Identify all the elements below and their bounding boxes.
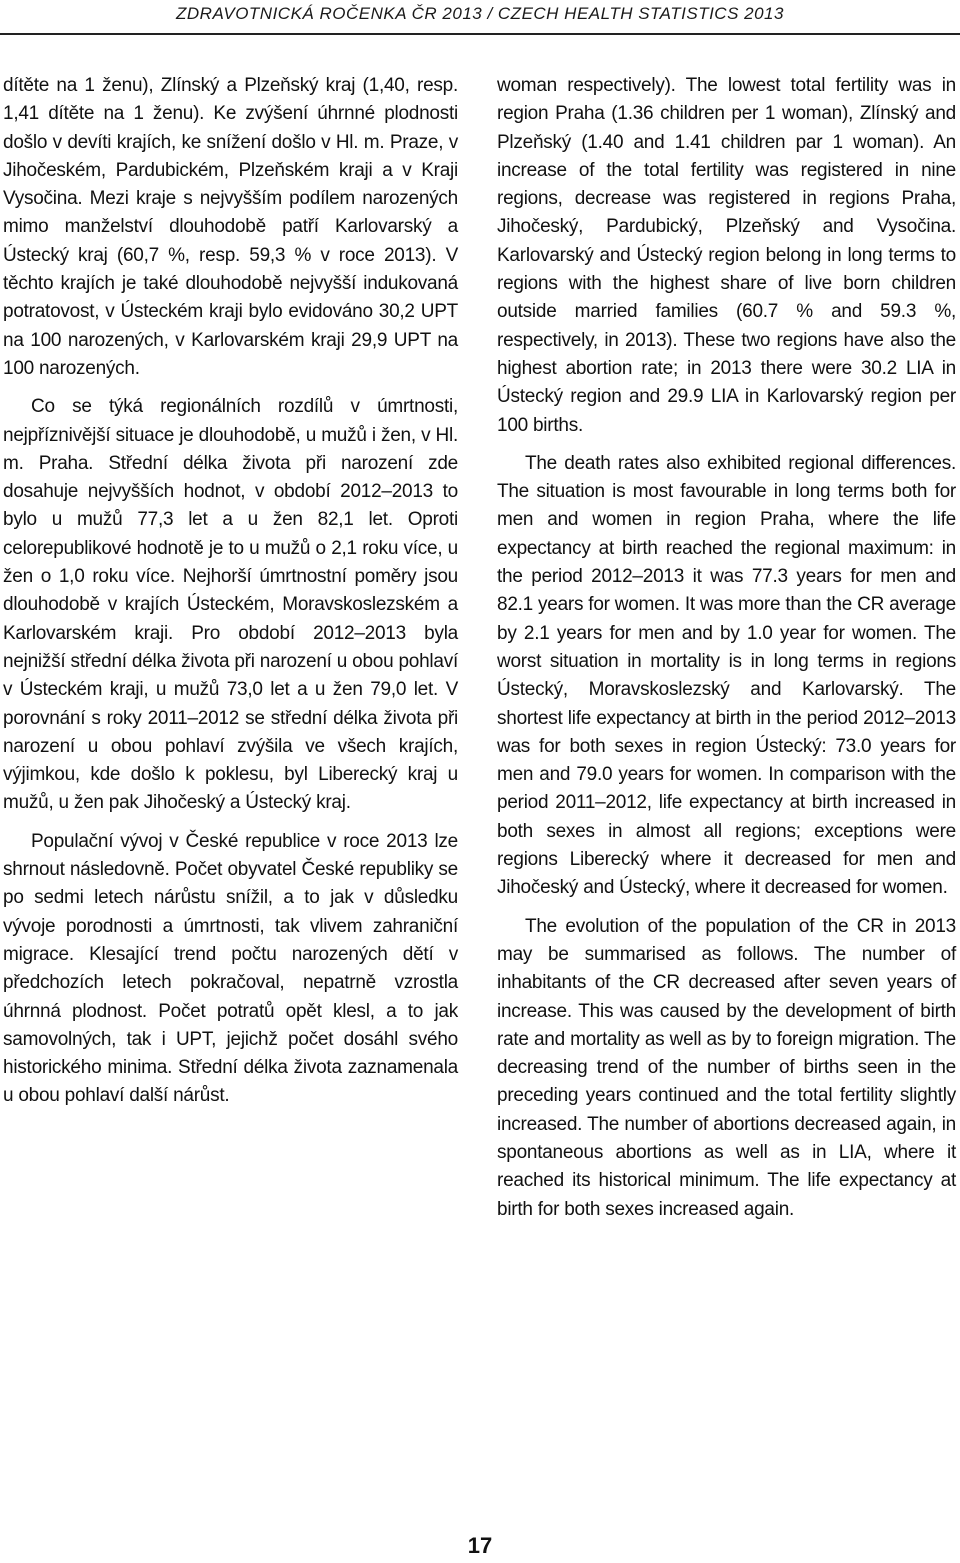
- page-number: 17: [467, 1533, 493, 1558]
- paragraph-summary-en: The evolution of the population of the CR in 2013 may be summarised as follows. The number of inhabitants of the CR decreased after seven years of increase. This was caused by the development of birth rate and mortality as well as by to foreign migration. The decreasing trend of the number of births seen in the preceding years continued and the total fertility slightly increased. The number of abortions decreased again, in spontaneous abortions as well as in LIA, where it reached its historical minimum. The life expectancy at birth for both sexes increased again.: [497, 915, 956, 1220]
- header-divider: [0, 33, 960, 35]
- header-title: ZDRAVOTNICKÁ ROČENKA ČR 2013 / CZECH HEALTH STATISTICS 2013: [176, 4, 784, 23]
- czech-text-column: [3, 72, 458, 1121]
- paragraph-summary-cz: Populační vývoj v České republice v roce 2013 lze shrnout následovně. Počet obyvatel České republiky se po sedmi letech nárůstu snížil, a to jak v důsledku vývoje porodnosti a úmrtnosti, tak vlivem zahraniční migrace. Klesající trend počtu narozených dětí v předchozích letech pokračoval, nepatrně vzrostla úhrnná plodnost. Počet potratů opět klesl, a to jak samovolných, tak i UPT, jejichž počet dosáhl svého historického minima. Střední délka života zaznamenala u obou pohlaví další nárůst.: [3, 830, 458, 1107]
- paragraph-mortality-en: The death rates also exhibited regional differences. The situation is most favourable in long terms both for men and women in region Praha, where the life expectancy at birth reached the regional maximum: in the period 2012–2013 it was 77.3 years for men and 82.1 years for women. It was more than the CR average by 2.1 years for men and by 1.0 year for women. The worst situation in mortality is in long terms in regions Ústecký, Moravskoslezský and Karlovarský. The shortest life expectancy at birth in the period 2012–2013 was for both sexes in region Ústecký: 73.0 years for men and 79.0 years for women. In comparison with the period 2011–2012, life expectancy at birth increased in both sexes in almost all regions; exceptions were regions Liberecký where it decreased for men and Jihočeský and Ústecký, where it decreased for women.: [497, 452, 956, 899]
- paragraph-fertility-en: woman respectively). The lowest total fertility was in region Praha (1.36 children per 1 woman), Zlínský and Plzeňský (1.40 and 1.41 children par 1 woman). An increase of the total fertility was registered in nine regions, decrease was registered in regions Praha, Jihočeský, Pardubický, Plzeňský and Vysočina. Karlovarský and Ústecký region belong in long terms to regions with the highest share of live born children outside married families (60.7 % and 59.3 %, respectively, in 2013). These two regions have also the highest abortion rate; in 2013 there were 30.2 LIA in Ústecký region and 29.9 LIA in Karlovarský region per 100 births.: [497, 75, 956, 436]
- running-header: [0, 0, 960, 24]
- english-text-column: [497, 72, 956, 1234]
- paragraph-fertility-cz: dítěte na 1 ženu), Zlínský a Plzeňský kraj (1,40, resp. 1,41 dítěte na 1 ženu). Ke zvýšení úhrnné plodnosti došlo v devíti krajích, ke snížení došlo v Hl. m. Praze, v Jihočeském, Pardubickém, Plzeňském kraji a v Kraji Vysočina. Mezi kraje s nejvyšším podílem narozených mimo manželství dlouhodobě patří Karlovarský a Ústecký kraj (60,7 %, resp. 59,3 % v roce 2013). V těchto krajích je také dlouhodobě nejvyšší indukovaná potratovost, v Ústeckém kraji bylo evidováno 30,2 UPT na 100 narozených, v Karlovarském kraji 29,9 UPT na 100 narozených.: [3, 75, 458, 379]
- paragraph-mortality-cz: Co se týká regionálních rozdílů v úmrtnosti, nejpříznivější situace je dlouhodobě, u mužů i žen, v Hl. m. Praha. Střední délka života při narození zde dosahuje nejvyšších hodnot, v období 2012–2013 to bylo u mužů 77,3 let a u žen 82,1 let. Oproti celorepublikové hodnotě je to u mužů o 2,1 roku více, u žen o 1,0 roku více. Nejhorší úmrtnostní poměry jsou dlouhodobě v krajích Ústeckém, Moravskoslezském a Karlovarském kraji. Pro období 2012–2013 byla nejnižší střední délka života při narození u obou pohlaví v Ústeckém kraji, u mužů 73,0 let a u žen 79,0 let. V porovnání s roky 2011–2012 se střední délka života při narození u obou pohlaví zvýšila ve všech krajích, výjimkou, kde došlo k poklesu, byl Liberecký kraj u mužů, u žen pak Jihočeský a Ústecký kraj.: [3, 396, 458, 814]
